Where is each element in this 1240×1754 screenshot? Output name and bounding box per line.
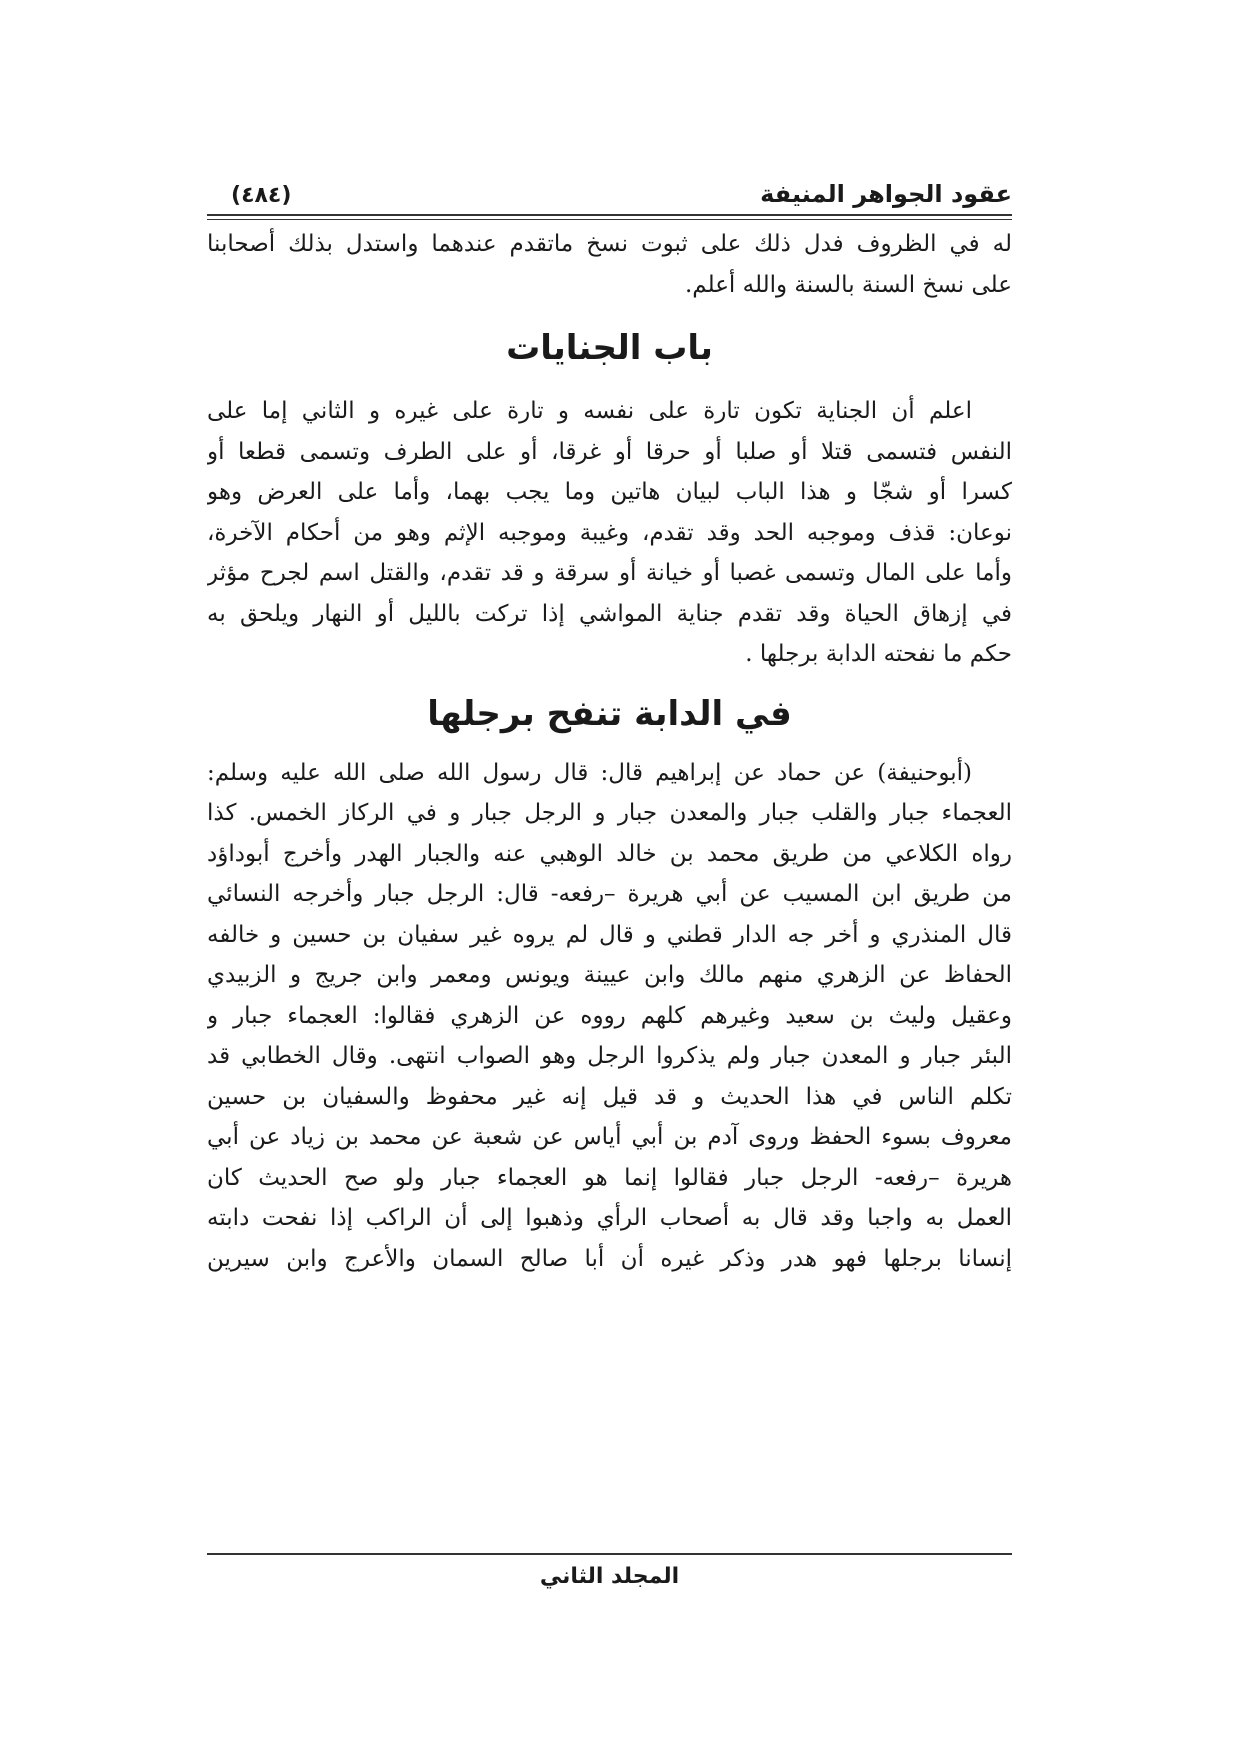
footer-rule <box>207 1553 1012 1555</box>
text-line: من طريق ابن المسيب عن أبي هريرة –رفعه- قال: الرجل جبار وأخرجه النسائي <box>207 881 1012 907</box>
text-line: تكلم الناس في هذا الحديث و قد قيل إنه غير محفوظ والسفيان بن حسين <box>207 1083 1012 1110</box>
text-line: إنسانا برجلها فهو هدر وذكر غيره أن أبا صالح السمان والأعرج وابن سيرين <box>207 1245 1012 1272</box>
text-line: نوعان: قذف وموجبه الحد وقد تقدم، وغيبة وموجبه الإثم وهو من أحكام الآخرة، <box>207 519 1012 546</box>
text-line: له في الظروف فدل ذلك على ثبوت نسخ ماتقدم عندهما واستدل بذلك أصحابنا <box>207 231 1012 257</box>
section-heading: باب الجنايات <box>506 328 713 368</box>
text-line: العجماء جبار والقلب جبار والمعدن جبار و الرجل جبار و في الركاز الخمس. كذا <box>207 800 1012 826</box>
text-line: معروف بسوء الحفظ وروى آدم بن أبي أياس عن شعبة عن محمد بن زياد عن أبي <box>207 1124 1012 1150</box>
text-line: اعلم أن الجناية تكون تارة على نفسه و تارة على غيره و الثاني إما على <box>207 398 972 424</box>
section2-paragraph <box>207 753 1012 1280</box>
header-double-rule <box>207 214 1012 220</box>
page-body <box>207 168 1012 1279</box>
text-line: العمل به واجبا وقد قال به أصحاب الرأي وذهبوا إلى أن الراكب إذا نفحت دابته <box>207 1205 1012 1231</box>
text-line: البئر جبار و المعدن جبار ولم يذكروا الرجل وهو الصواب انتهى. وقال الخطابي قد <box>207 1043 1012 1069</box>
section-heading: في الدابة تنفح برجلها <box>427 693 792 734</box>
text-line: قال المنذري و أخر جه الدار قطني و قال لم يروه غير سفيان بن حسين و خالفه <box>207 921 1012 948</box>
text-line: (أبوحنيفة) عن حماد عن إبراهيم قال: قال رسول الله صلى الله عليه وسلم: <box>207 759 972 786</box>
text-line: رواه الكلاعي من طريق محمد بن خالد الوهبي عنه والجبار الهدر وأخرج أبوداؤد <box>207 840 1012 867</box>
text-line: الحفاظ عن الزهري منهم مالك وابن عيينة ويونس ومعمر وابن جريج و الزبيدي <box>207 962 1012 988</box>
volume-label: المجلد الثاني <box>539 1564 680 1589</box>
text-line: النفس فتسمى قتلا أو صلبا أو حرقا أو غرقا، أو على الطرف وتسمى قطعا أو <box>207 438 1012 465</box>
text-line: حكم ما نفحته الدابة برجلها . <box>745 641 1012 667</box>
running-header <box>207 168 1012 208</box>
text-line: وعقيل وليث بن سعيد وغيرهم كلهم رووه عن الزهري فقالوا: العجماء جبار و <box>207 1002 1012 1029</box>
text-line: كسرا أو شجّا و هذا الباب لبيان هاتين وما يجب بهما، وأما على العرض وهو <box>207 479 1012 505</box>
text-line: في إزهاق الحياة وقد تقدم جناية المواشي إذا تركت بالليل أو النهار ويلحق به <box>207 600 1012 627</box>
text-line: هريرة –رفعه- الرجل جبار فقالوا إنما هو العجماء جبار ولو صح الحديث كان <box>207 1164 1012 1191</box>
book-title: عقود الجواهر المنيفة <box>760 180 1012 208</box>
text-line: وأما على المال وتسمى غصبا أو خيانة أو سرقة و قد تقدم، والقتل اسم لجرح مؤثر <box>207 560 1012 586</box>
text-line: على نسخ السنة بالسنة والله أعلم. <box>684 271 1012 298</box>
intro-paragraph <box>207 224 1012 305</box>
section1-paragraph <box>207 391 1012 675</box>
page-number: (٤٨٤) <box>231 183 292 208</box>
